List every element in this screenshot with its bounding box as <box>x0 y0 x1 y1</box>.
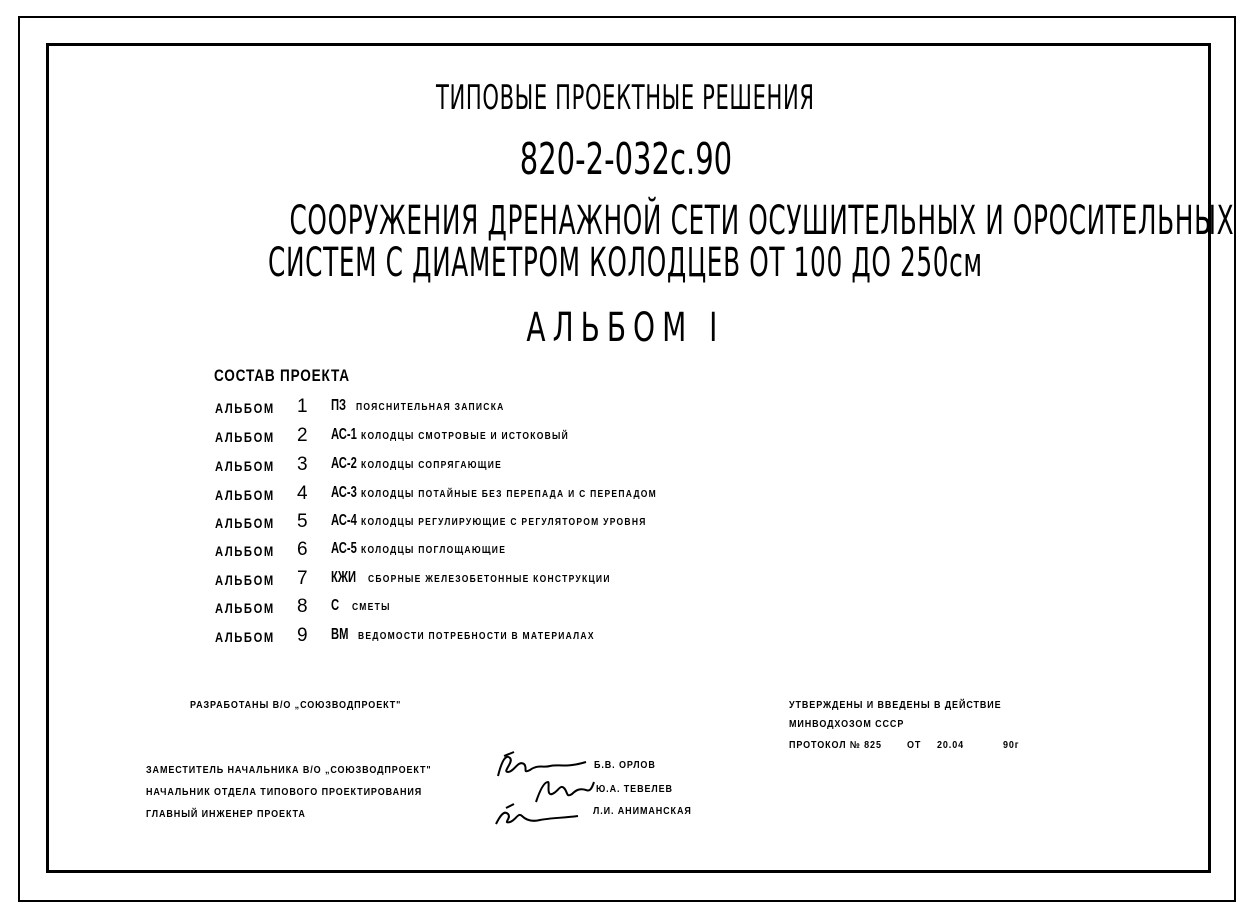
album-row-7 <box>215 570 915 594</box>
album-description: КОЛОДЦЫ ПОТАЙНЫЕ БЕЗ ПЕРЕПАДА И С ПЕРЕПАДОМ <box>361 489 658 500</box>
title-line-1: СООРУЖЕНИЯ ДРЕНАЖНОЙ СЕТИ ОСУШИТЕЛЬНЫХ И ОРОСИТЕЛЬНЫХ <box>289 198 1235 244</box>
album-code: АС-3 <box>331 484 357 501</box>
album-row-1 <box>215 398 915 422</box>
title-line-2: СИСТЕМ С ДИАМЕТРОМ КОЛОДЦЕВ ОТ 100 ДО 250см <box>268 240 983 286</box>
album-label: АЛЬБОМ <box>215 629 275 645</box>
album-number: 4 <box>297 483 308 504</box>
composition-heading: СОСТАВ ПРОЕКТА <box>214 366 350 385</box>
protocol-year: 90г <box>1003 740 1020 751</box>
album-label: АЛЬБОМ <box>215 400 275 416</box>
album-row-8 <box>215 598 915 622</box>
album-row-3 <box>215 456 915 480</box>
album-code: АС-1 <box>331 426 357 443</box>
album-description: ПОЯСНИТЕЛЬНАЯ ЗАПИСКА <box>356 402 505 413</box>
album-number: 6 <box>297 539 308 560</box>
album-row-9 <box>215 627 915 651</box>
album-number: 3 <box>297 454 308 475</box>
album-description: КОЛОДЦЫ СОПРЯГАЮЩИЕ <box>361 460 503 471</box>
album-code: ПЗ <box>331 397 347 414</box>
signatory-position-1: ЗАМЕСТИТЕЛЬ НАЧАЛЬНИКА В/О „СОЮЗВОДПРОЕКТ" <box>146 765 432 776</box>
protocol-number: ПРОТОКОЛ № 825 <box>789 740 882 751</box>
album-number: 9 <box>297 625 308 646</box>
album-description: СМЕТЫ <box>352 602 391 613</box>
protocol-date: 20.04 <box>937 740 965 751</box>
album-heading: АЛЬБОМ I <box>526 305 725 351</box>
album-label: АЛЬБОМ <box>215 487 275 503</box>
signatory-position-2: НАЧАЛЬНИК ОТДЕЛА ТИПОВОГО ПРОЕКТИРОВАНИЯ <box>146 787 423 798</box>
album-code: АС-5 <box>331 540 357 557</box>
album-label: АЛЬБОМ <box>215 458 275 474</box>
album-row-5 <box>215 513 915 537</box>
album-code: ВМ <box>331 626 349 643</box>
album-description: КОЛОДЦЫ ПОГЛОЩАЮЩИЕ <box>361 545 507 556</box>
signatory-name-3: Л.И. АНИМАНСКАЯ <box>593 806 692 817</box>
developed-by: РАЗРАБОТАНЫ В/О „СОЮЗВОДПРОЕКТ" <box>190 700 402 711</box>
album-label: АЛЬБОМ <box>215 515 275 531</box>
album-description: СБОРНЫЕ ЖЕЛЕЗОБЕТОННЫЕ КОНСТРУКЦИИ <box>368 574 611 585</box>
album-number: 1 <box>297 396 308 417</box>
album-code: АС-4 <box>331 512 357 529</box>
signatory-position-3: ГЛАВНЫЙ ИНЖЕНЕР ПРОЕКТА <box>146 809 306 820</box>
album-label: АЛЬБОМ <box>215 572 275 588</box>
album-number: 2 <box>297 425 308 446</box>
album-label: АЛЬБОМ <box>215 543 275 559</box>
approved-line-1: УТВЕРЖДЕНЫ И ВВЕДЕНЫ В ДЕЙСТВИЕ <box>789 700 1002 711</box>
album-description: ВЕДОМОСТИ ПОТРЕБНОСТИ В МАТЕРИАЛАХ <box>358 631 595 642</box>
album-code: АС-2 <box>331 455 357 472</box>
album-code: С <box>331 597 340 614</box>
album-description: КОЛОДЦЫ СМОТРОВЫЕ И ИСТОКОВЫЙ <box>361 431 570 442</box>
signatory-name-2: Ю.А. ТЕВЕЛЕВ <box>596 784 673 795</box>
signatory-name-1: Б.В. ОРЛОВ <box>594 760 656 771</box>
album-row-6 <box>215 541 915 565</box>
doc-code: 820-2-032с.90 <box>519 134 732 185</box>
album-number: 8 <box>297 596 308 617</box>
signature-3-icon <box>492 800 582 830</box>
approved-line-2: МИНВОДХОЗОМ СССР <box>789 719 905 730</box>
album-row-2 <box>215 427 915 451</box>
album-label: АЛЬБОМ <box>215 600 275 616</box>
album-description: КОЛОДЦЫ РЕГУЛИРУЮЩИЕ С РЕГУЛЯТОРОМ УРОВНЯ <box>361 517 647 528</box>
album-number: 7 <box>297 568 308 589</box>
doc-type: ТИПОВЫЕ ПРОЕКТНЫЕ РЕШЕНИЯ <box>436 78 815 118</box>
album-row-4 <box>215 485 915 509</box>
protocol-date-prefix: ОТ <box>907 740 922 751</box>
album-label: АЛЬБОМ <box>215 429 275 445</box>
album-code: КЖИ <box>331 569 357 586</box>
album-number: 5 <box>297 511 308 532</box>
